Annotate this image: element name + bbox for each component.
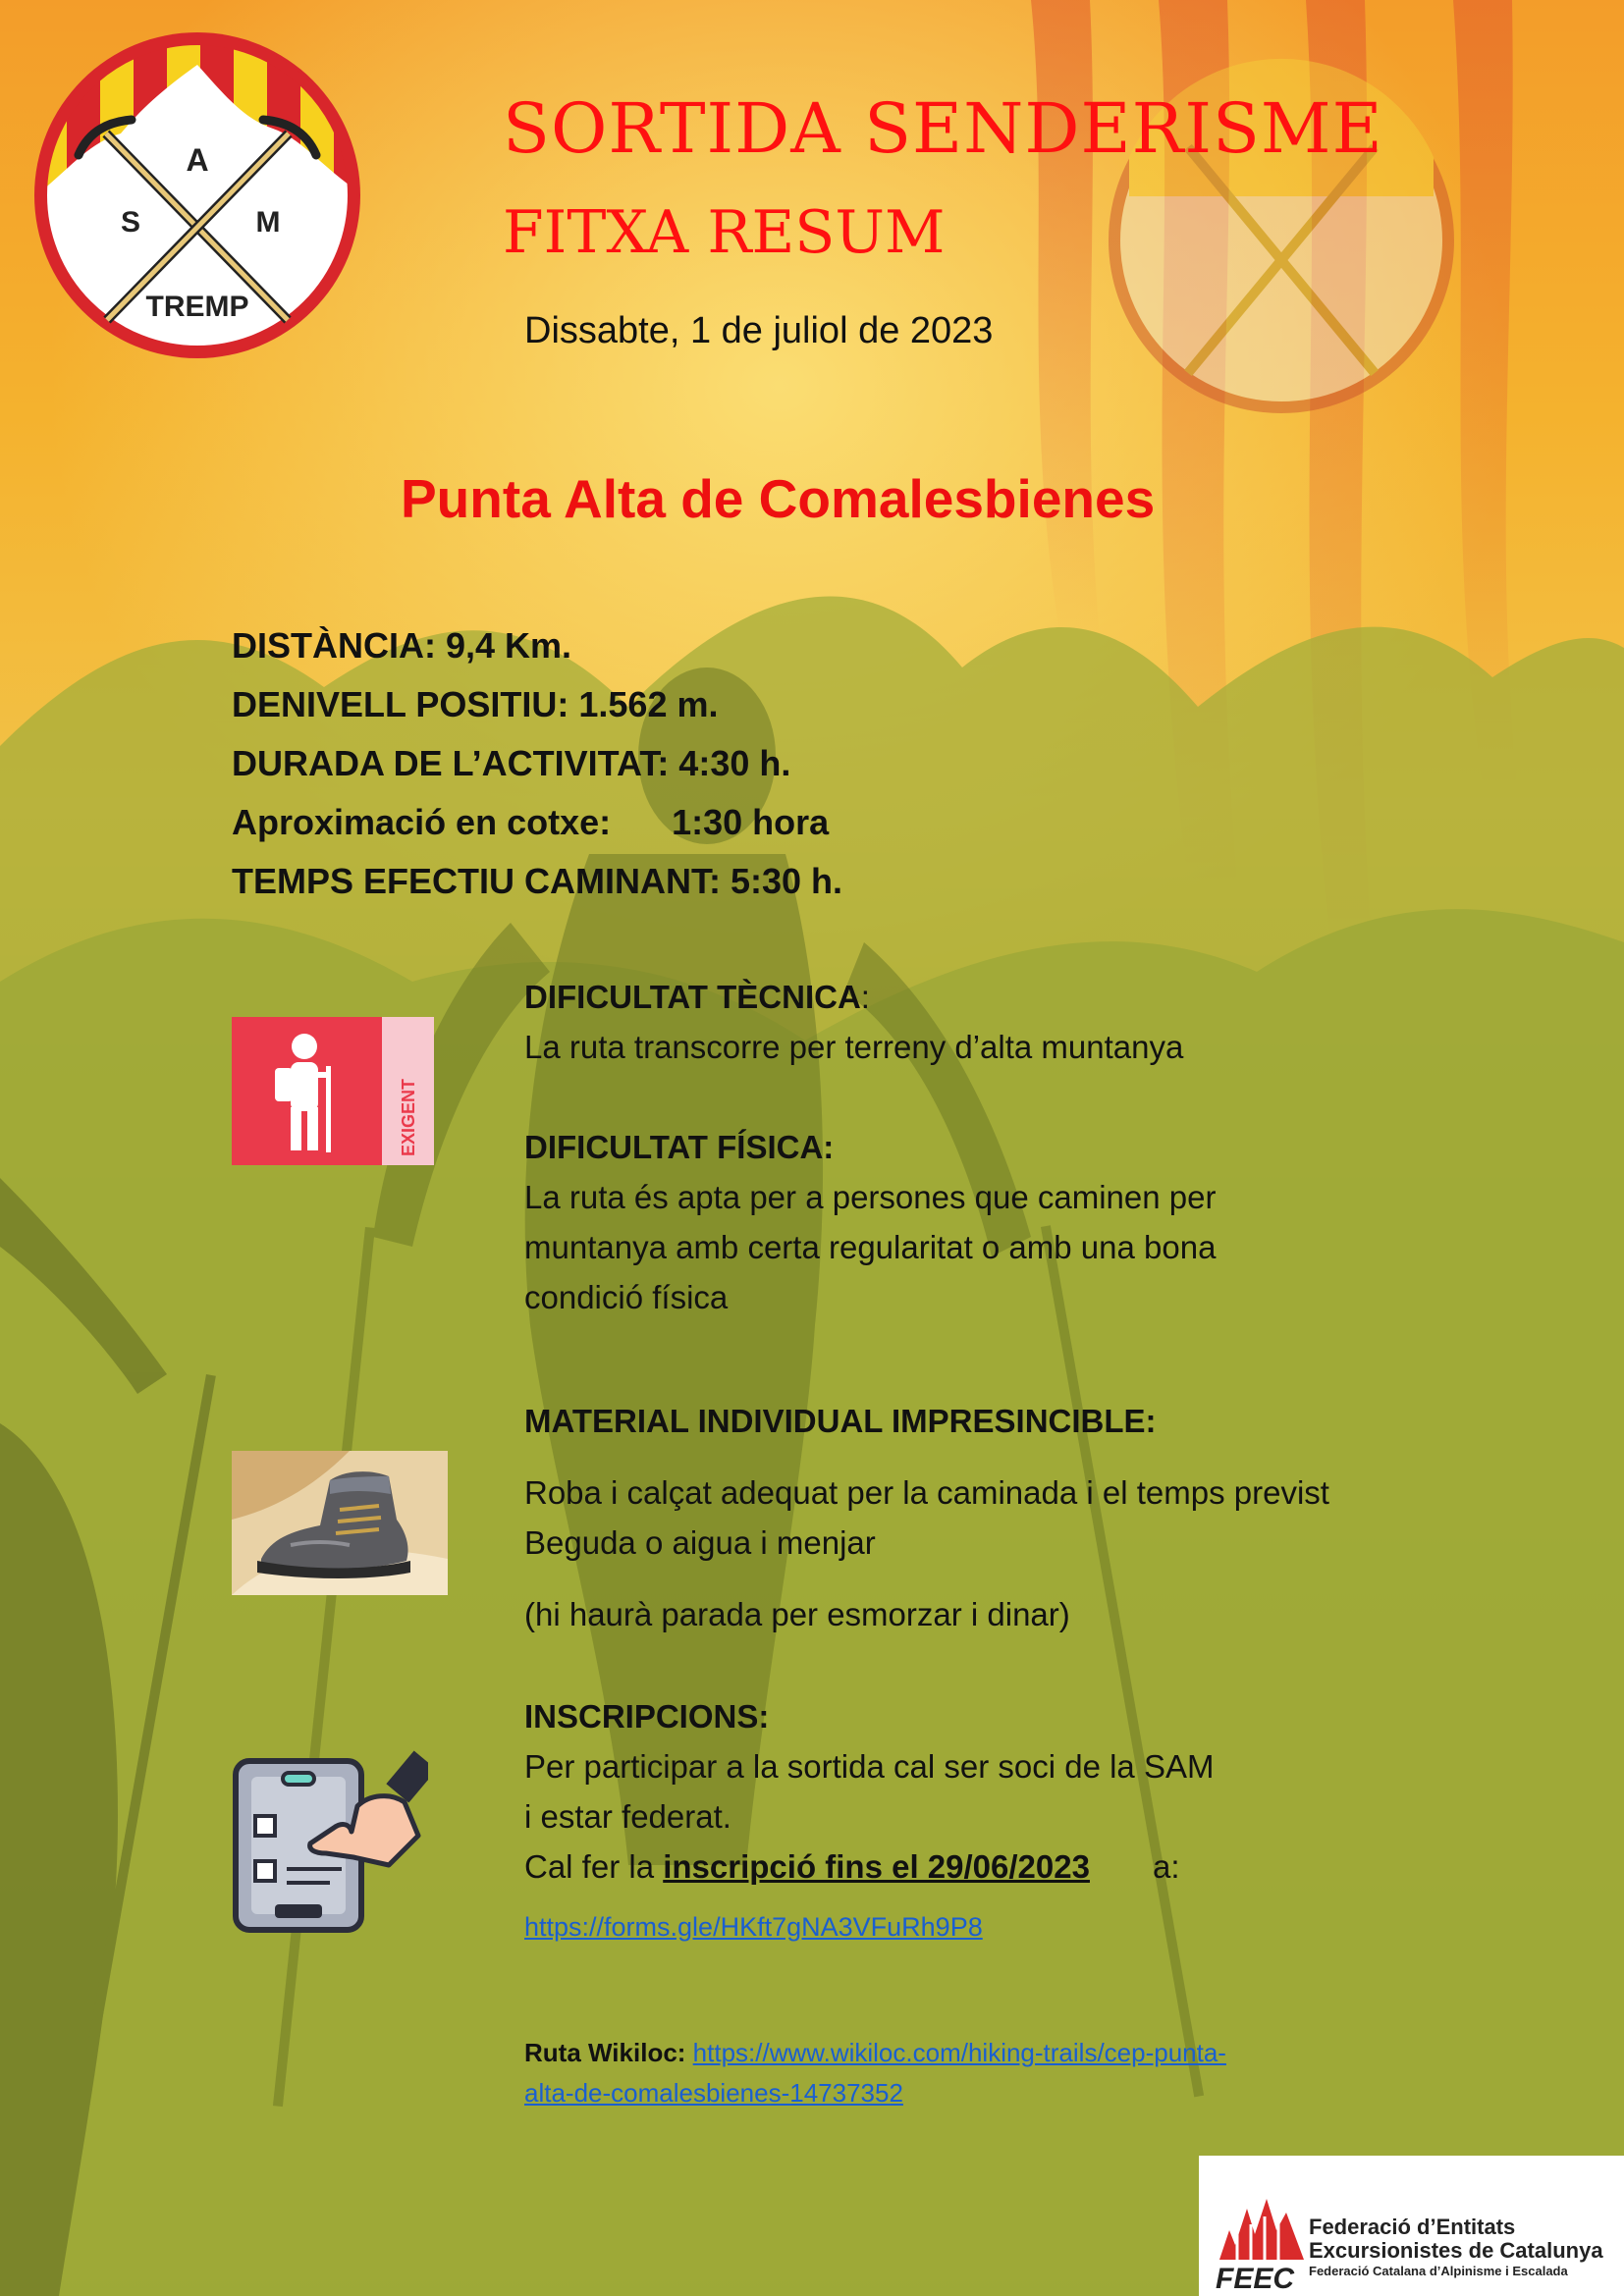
stat-elevation: DENIVELL POSITIU: 1.562 m. xyxy=(232,684,719,724)
logo-letter-s: S xyxy=(120,206,141,239)
logo-letter-a: A xyxy=(186,142,209,178)
sam-tremp-logo xyxy=(27,26,367,365)
route-stats xyxy=(232,616,842,911)
registration-line3-suffix: a: xyxy=(1152,1848,1180,1885)
registration-line3 xyxy=(524,1842,1214,1892)
logo-town: TREMP xyxy=(145,291,249,323)
technical-difficulty-title: DIFICULTAT TÈCNICA xyxy=(524,979,861,1015)
route-name: Punta Alta de Comalesbienes xyxy=(401,468,1156,529)
physical-difficulty-title: DIFICULTAT FÍSICA: xyxy=(524,1129,835,1165)
logo-letter-m: M xyxy=(255,206,281,239)
difficulty-badge-text: EXIGENT xyxy=(399,1078,418,1156)
feec-name xyxy=(1309,2216,1603,2280)
hiker-difficulty-icon xyxy=(232,1017,434,1165)
feec-abbreviation: FEEC xyxy=(1216,2263,1295,2295)
stat-approach-value: 1:30 hora xyxy=(672,802,830,842)
page-title: SORTIDA SENDERISME xyxy=(503,88,1383,169)
physical-difficulty-line: condició física xyxy=(524,1279,729,1315)
stat-distance: DISTÀNCIA: 9,4 Km. xyxy=(232,625,572,666)
feec-line2: Excursionistes de Catalunya xyxy=(1309,2238,1603,2263)
technical-difficulty-text: La ruta transcorre per terreny d’alta muntanya xyxy=(524,1029,1184,1065)
material-section xyxy=(524,1396,1329,1639)
registration-section xyxy=(524,1691,1214,1945)
physical-difficulty-line: muntanya amb certa regularitat o amb una bona xyxy=(524,1229,1217,1265)
material-line: Beguda o aigua i menjar xyxy=(524,1524,876,1561)
stat-approach xyxy=(232,793,842,852)
registration-line1: Per participar a la sortida cal ser soci de la SAM xyxy=(524,1748,1215,1785)
physical-difficulty-line: La ruta és apta per a persones que caminen per xyxy=(524,1179,1217,1215)
stat-approach-label: Aproximació en cotxe: xyxy=(232,802,612,842)
feec-logo-mark xyxy=(1218,2191,1306,2262)
page-subtitle: FITXA RESUM xyxy=(503,198,946,267)
feec-line3: Federació Catalana d’Alpinisme i Escalada xyxy=(1309,2264,1568,2278)
stat-walking-time: TEMPS EFECTIU CAMINANT: 5:30 h. xyxy=(232,861,843,901)
registration-form-link[interactable]: https://forms.gle/HKft7gNA3VFuRh9P8 xyxy=(524,1912,983,1942)
material-note: (hi haurà parada per esmorzar i dinar) xyxy=(524,1596,1070,1632)
feec-line1: Federació d’Entitats xyxy=(1309,2215,1516,2239)
material-title: MATERIAL INDIVIDUAL IMPRESINCIBLE: xyxy=(524,1403,1157,1439)
wikiloc-link-part2[interactable]: alta-de-comalesbienes-14737352 xyxy=(524,2078,903,2108)
stat-duration: DURADA DE L’ACTIVITAT: 4:30 h. xyxy=(232,743,791,783)
hiking-boot-icon xyxy=(232,1451,448,1595)
registration-deadline: inscripció fins el 29/06/2023 xyxy=(663,1848,1090,1885)
event-date: Dissabte, 1 de juliol de 2023 xyxy=(524,310,994,351)
wikiloc-section xyxy=(524,2033,1226,2113)
difficulty-section xyxy=(524,972,1216,1322)
registration-form-icon xyxy=(232,1737,428,1934)
material-line: Roba i calçat adequat per la caminada i el temps previst xyxy=(524,1474,1329,1511)
registration-line3-prefix: Cal fer la xyxy=(524,1848,664,1885)
wikiloc-link-part1[interactable]: https://www.wikiloc.com/hiking-trails/cep-punta- xyxy=(692,2038,1226,2067)
wikiloc-label: Ruta Wikiloc: xyxy=(524,2038,693,2067)
registration-title: INSCRIPCIONS: xyxy=(524,1698,770,1735)
registration-line2: i estar federat. xyxy=(524,1798,731,1835)
technical-difficulty-colon: : xyxy=(860,979,870,1015)
